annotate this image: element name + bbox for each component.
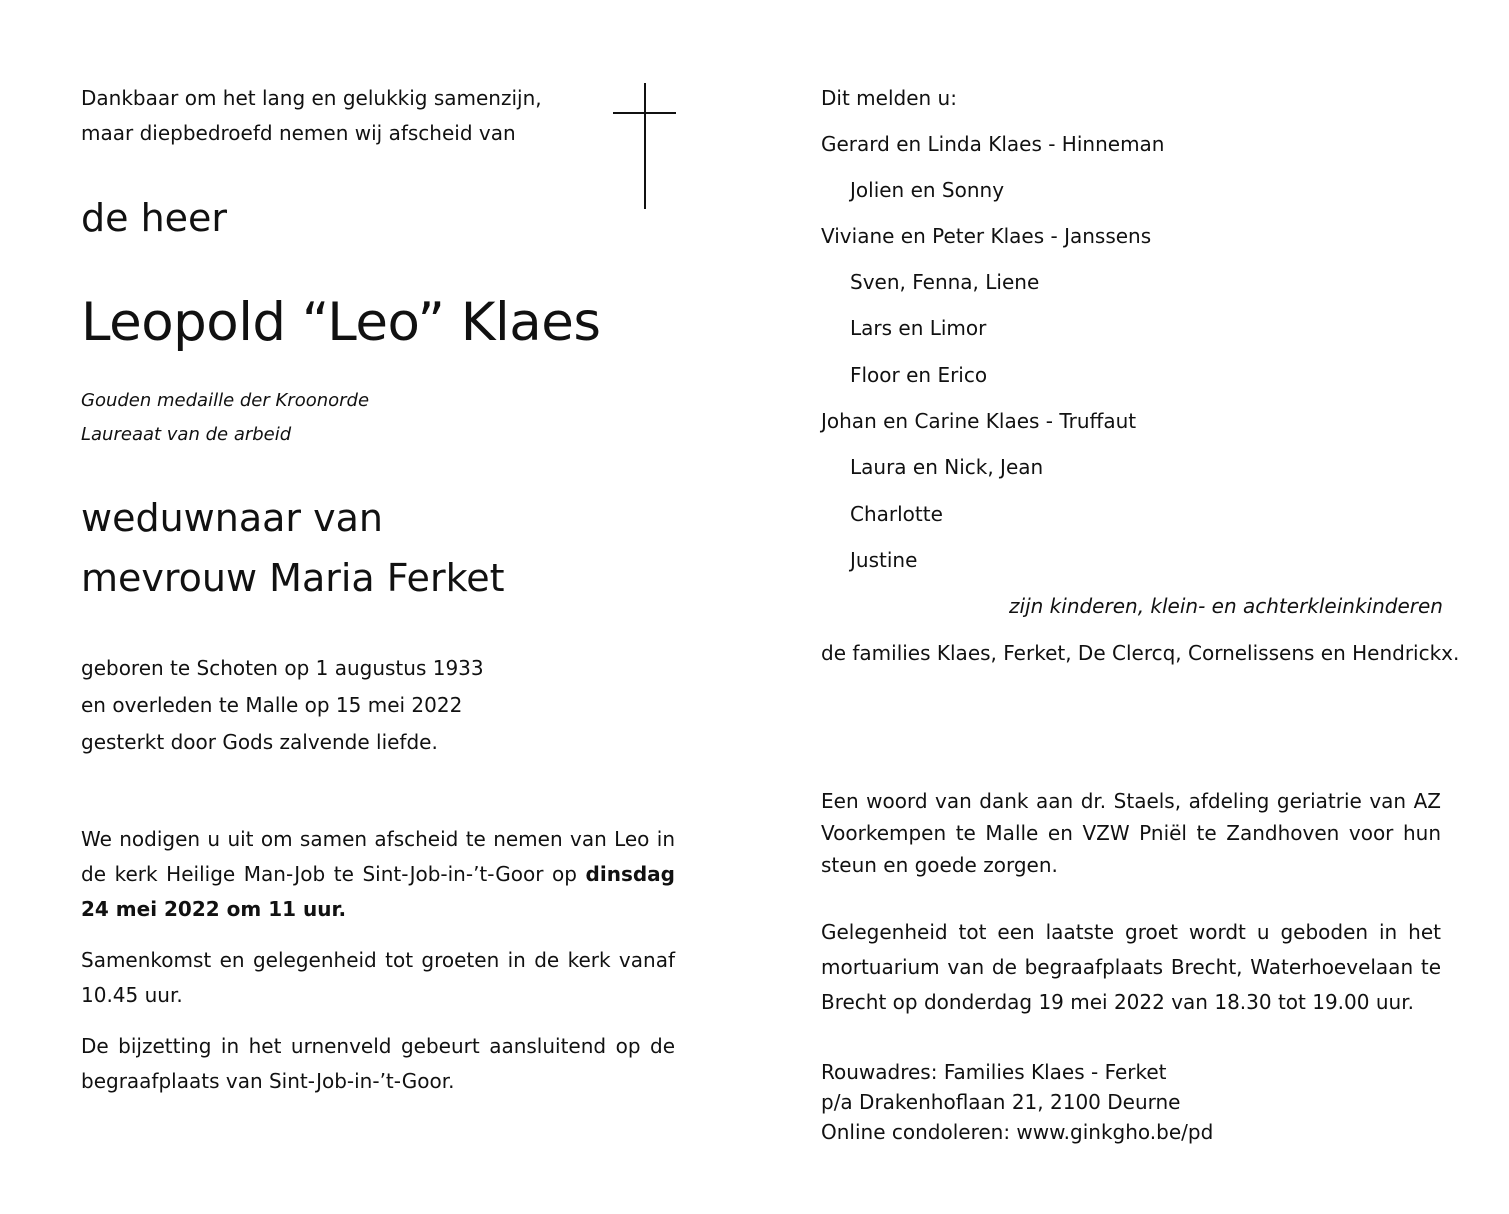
birth-line: geboren te Schoten op 1 augustus 1933 [81,656,484,680]
thanks-paragraph: Een woord van dank aan dr. Staels, afdeling geriatrie van AZ Voorkempen te Malle en VZW Pniël te Zandhoven voor hun steun en goede zorgen. [821,789,1441,877]
family-line: Lars en Limor [850,316,987,340]
invitation-paragraph [81,822,675,927]
visitation-paragraph: Gelegenheid tot een laatste groet wordt u geboden in het mortuarium van de begraafplaats Brecht, Waterhoevelaan te Brecht op donderdag 19 mei 2022 van 18.30 tot 19.00 uur. [821,920,1441,1014]
family-line: Johan en Carine Klaes - Truffaut [821,409,1137,433]
honor-2: Laureaat van de arbeid [81,424,292,445]
condolence-link[interactable]: Online condoleren: www.ginkgho.be/pd [821,1120,1214,1144]
family-line: Jolien en Sonny [850,178,1005,202]
deceased-name: Leopold “Leo” Klaes [81,292,601,353]
address-line-2: p/a Drakenhoflaan 21, 2100 Deurne [821,1090,1181,1114]
families-line: de families Klaes, Ferket, De Clercq, Cornelissens en Hendrickx. [821,641,1460,665]
widower-line-1: weduwnaar van [81,496,383,540]
invitation-text: We nodigen u uit om samen afscheid te nemen van Leo in de kerk Heilige Man-Job te Sint-Job-in-’t-Goor op [81,827,675,886]
gathering-paragraph: Samenkomst en gelegenheid tot groeten in de kerk vanaf 10.45 uur. [81,948,675,1007]
family-line: Laura en Nick, Jean [850,455,1044,479]
intro-line-2: maar diepbedroefd nemen wij afscheid van [81,121,516,145]
cross-icon [613,83,676,209]
family-line: Viviane en Peter Klaes - Janssens [821,224,1152,248]
widower-line-2: mevrouw Maria Ferket [81,556,505,600]
announce-line: Dit melden u: [821,86,957,110]
family-line: Sven, Fenna, Liene [850,270,1040,294]
burial-paragraph: De bijzetting in het urnenveld gebeurt aansluitend op de begraafplaats van Sint-Job-in-’t-Goor. [81,1034,675,1093]
kids-caption: zijn kinderen, klein- en achterkleinkinderen [1009,594,1443,618]
death-line: en overleden te Malle op 15 mei 2022 [81,693,463,717]
deceased-title: de heer [81,196,228,240]
intro-line-1: Dankbaar om het lang en gelukkig samenzijn, [81,86,542,110]
family-line: Justine [850,548,918,572]
family-line: Floor en Erico [850,363,988,387]
blessing-line: gesterkt door Gods zalvende liefde. [81,730,438,754]
invitation-date: dinsdag 24 mei 2022 om 11 uur. [81,862,675,921]
honor-1: Gouden medaille der Kroonorde [81,390,370,411]
address-line-1: Rouwadres: Families Klaes - Ferket [821,1060,1167,1084]
family-line: Gerard en Linda Klaes - Hinneman [821,132,1165,156]
family-line: Charlotte [850,502,943,526]
